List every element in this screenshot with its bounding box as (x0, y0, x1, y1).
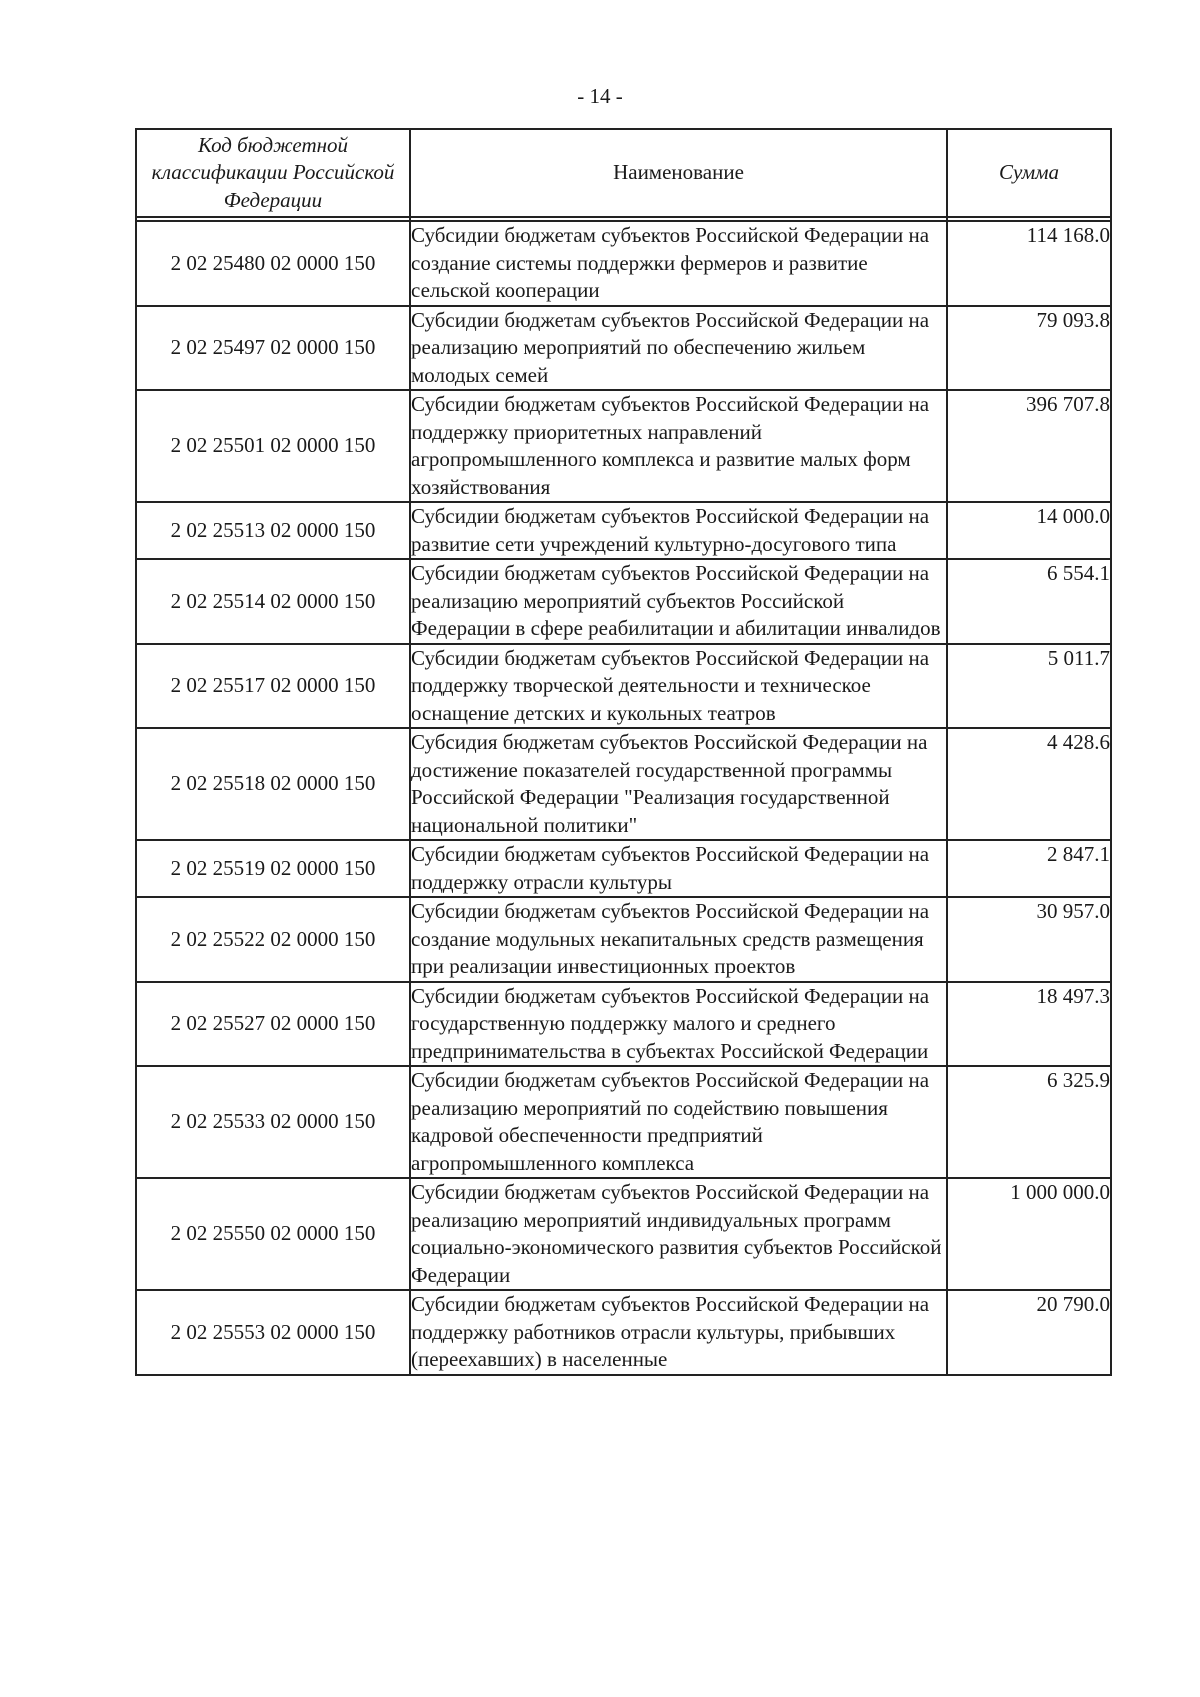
row-name: Субсидии бюджетам субъектов Российской Федерации на реализацию мероприятий индивидуальных программ социально-экономического развития субъектов Российской Федерации (410, 1178, 947, 1290)
row-sum: 114 168.0 (947, 221, 1111, 306)
row-name: Субсидии бюджетам субъектов Российской Федерации на государственную поддержку малого и среднего предпринимательства в субъектах Российской Федерации (410, 982, 947, 1067)
table-row (136, 1066, 1111, 1178)
table-row (136, 502, 1111, 559)
budget-table (135, 128, 1112, 1376)
row-name: Субсидии бюджетам субъектов Российской Федерации на реализацию мероприятий по обеспечению жильем молодых семей (410, 306, 947, 391)
table-row (136, 644, 1111, 729)
row-sum: 20 790.0 (947, 1290, 1111, 1375)
row-name: Субсидии бюджетам субъектов Российской Федерации на поддержку приоритетных направлений агропромышленного комплекса и развитие малых форм хозяйствования (410, 390, 947, 502)
row-sum: 18 497.3 (947, 982, 1111, 1067)
header-sum: Сумма (947, 129, 1111, 217)
row-code: 2 02 25519 02 0000 150 (136, 840, 410, 897)
row-sum: 1 000 000.0 (947, 1178, 1111, 1290)
header-name: Наименование (410, 129, 947, 217)
table-row (136, 897, 1111, 982)
table-row (136, 728, 1111, 840)
row-sum: 79 093.8 (947, 306, 1111, 391)
row-sum: 14 000.0 (947, 502, 1111, 559)
row-sum: 5 011.7 (947, 644, 1111, 729)
row-name: Субсидии бюджетам субъектов Российской Федерации на развитие сети учреждений культурно-досугового типа (410, 502, 947, 559)
row-name: Субсидия бюджетам субъектов Российской Федерации на достижение показателей государственной программы Российской Федерации "Реализация государственной национальной политики" (410, 728, 947, 840)
row-sum: 30 957.0 (947, 897, 1111, 982)
row-code: 2 02 25550 02 0000 150 (136, 1178, 410, 1290)
row-code: 2 02 25517 02 0000 150 (136, 644, 410, 729)
row-code: 2 02 25513 02 0000 150 (136, 502, 410, 559)
table-row (136, 840, 1111, 897)
row-name: Субсидии бюджетам субъектов Российской Федерации на поддержку творческой деятельности и техническое оснащение детских и кукольных театров (410, 644, 947, 729)
row-name: Субсидии бюджетам субъектов Российской Федерации на поддержку отрасли культуры (410, 840, 947, 897)
table-row (136, 982, 1111, 1067)
header-code: Код бюджетной классификации Российской Федерации (136, 129, 410, 217)
row-code: 2 02 25527 02 0000 150 (136, 982, 410, 1067)
row-sum: 2 847.1 (947, 840, 1111, 897)
row-name: Субсидии бюджетам субъектов Российской Федерации на создание системы поддержки фермеров и развитие сельской кооперации (410, 221, 947, 306)
row-code: 2 02 25501 02 0000 150 (136, 390, 410, 502)
table-row (136, 390, 1111, 502)
table-row (136, 306, 1111, 391)
row-sum: 4 428.6 (947, 728, 1111, 840)
row-code: 2 02 25553 02 0000 150 (136, 1290, 410, 1375)
row-code: 2 02 25497 02 0000 150 (136, 306, 410, 391)
row-name: Субсидии бюджетам субъектов Российской Федерации на реализацию мероприятий субъектов Российской Федерации в сфере реабилитации и абилитации инвалидов (410, 559, 947, 644)
row-name: Субсидии бюджетам субъектов Российской Федерации на поддержку работников отрасли культуры, прибывших (переехавших) в населенные (410, 1290, 947, 1375)
row-name: Субсидии бюджетам субъектов Российской Федерации на создание модульных некапитальных средств размещения при реализации инвестиционных проектов (410, 897, 947, 982)
table-row (136, 1290, 1111, 1375)
row-code: 2 02 25533 02 0000 150 (136, 1066, 410, 1178)
table-row (136, 221, 1111, 306)
page-number: - 14 - (577, 84, 623, 108)
row-code: 2 02 25514 02 0000 150 (136, 559, 410, 644)
row-sum: 6 325.9 (947, 1066, 1111, 1178)
table-row (136, 1178, 1111, 1290)
row-code: 2 02 25518 02 0000 150 (136, 728, 410, 840)
row-code: 2 02 25480 02 0000 150 (136, 221, 410, 306)
table-header-row (136, 129, 1111, 217)
row-code: 2 02 25522 02 0000 150 (136, 897, 410, 982)
row-sum: 396 707.8 (947, 390, 1111, 502)
row-sum: 6 554.1 (947, 559, 1111, 644)
table-row (136, 559, 1111, 644)
row-name: Субсидии бюджетам субъектов Российской Федерации на реализацию мероприятий по содействию повышения кадровой обеспеченности предприятий агропромышленного комплекса (410, 1066, 947, 1178)
